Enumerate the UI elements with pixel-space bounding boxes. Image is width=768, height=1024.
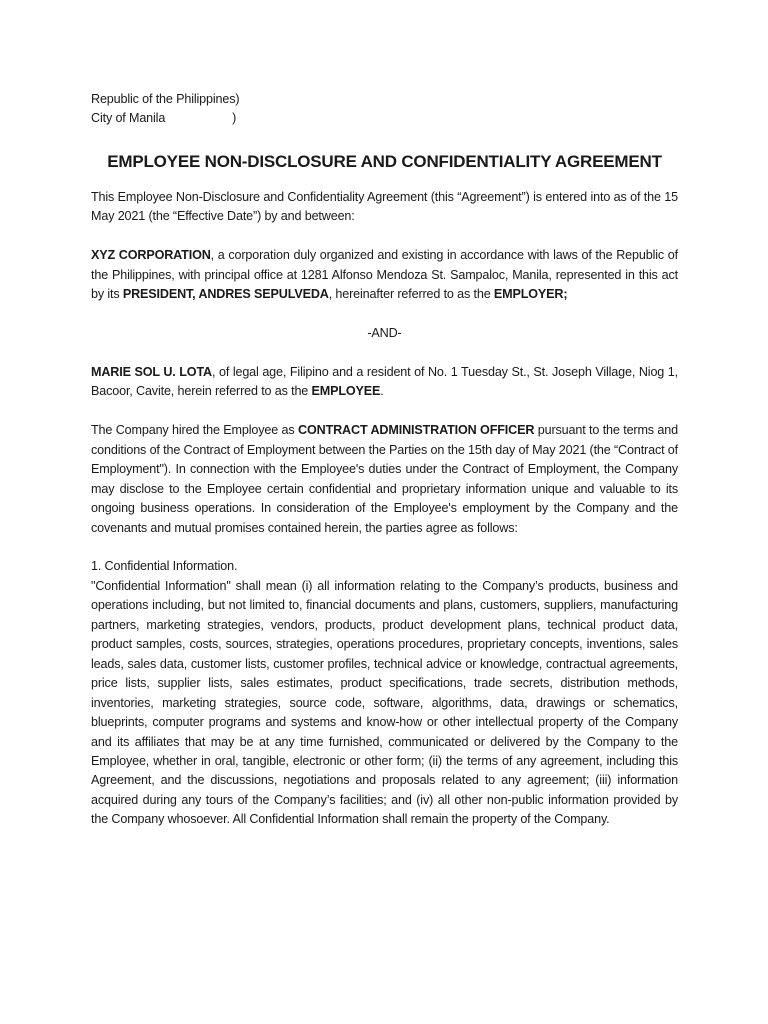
text: -AND- xyxy=(367,326,402,341)
bold-text: EMPLOYEE xyxy=(311,384,381,399)
text: , of legal age, Filipino and a resident of No. 1 Tuesday St., St. Joseph Village, Niog 1, Bacoor, Cavite, herein referred to as the xyxy=(91,364,678,399)
jurisdiction-line: Republic of the Philippines) xyxy=(91,92,240,106)
text: The Company hired the Employee as xyxy=(91,423,299,438)
bold-text: XYZ CORPORATION xyxy=(91,248,211,263)
city-line: City of Manila ) xyxy=(91,111,237,126)
bold-text: CONTRACT ADMINISTRATION OFFICER xyxy=(298,423,535,438)
section-body: "Confidential Information" shall mean (i) all information relating to the Company’s products, business and operations including, but not limited to, financial documents and plans, customers, suppliers, manufacturing partners, marketing strategies, vendors, products, product development plans, technical product data, product samples, costs, sources, strategies, operations procedures, proprietary concepts, inventions, sales leads, sales data, customer lists, customer profiles, technical advice or knowledge, contractual agreements, price lists, supplier lists, sales estimates, product specifications, trade secrets, distribution methods, inventories, marketing strategies, source code, software, algorithms, data, drawings or schematics, blueprints, computer programs and systems and know-how or other intellectual property of the Company and its affiliates that may be at any time furnished, communicated or delivered by the Company to the Employee, whether in oral, tangible, electronic or other form; (ii) the terms of any agreement, including this Agreement, and the discussions, negotiations and proposals related to any agreement; (iii) information acquired during any tours of the Company’s facilities; and (iv) all other non-public information provided by the Company whosoever. All Confidential Information shall remain the property of the Company. xyxy=(91,578,678,827)
document-title: EMPLOYEE NON-DISCLOSURE AND CONFIDENTIALITY AGREEMENT xyxy=(107,151,662,171)
intro-paragraph xyxy=(91,188,678,227)
employee-paragraph xyxy=(91,363,678,402)
employer-paragraph xyxy=(91,246,678,304)
bold-text: PRESIDENT, ANDRES SEPULVEDA xyxy=(122,287,329,302)
text: This Employee Non-Disclosure and Confidentiality Agreement (this “Agreement”) is entered into as of the 15 May 2021 (the “Effective Date”) by and between: xyxy=(91,189,678,224)
document-page xyxy=(91,90,678,849)
text: , a corporation duly organized and existing in accordance with laws of the Republic of the Philippines, with principal office at 1281 Alfonso Mendoza St. Sampaloc, Manila, represented in this act by its xyxy=(91,248,678,302)
hiring-paragraph xyxy=(91,421,678,538)
bold-text: EMPLOYER; xyxy=(493,287,568,302)
text: . xyxy=(380,384,384,399)
section-heading: 1. Confidential Information. xyxy=(91,559,238,574)
text: , hereinafter referred to as the xyxy=(328,287,494,302)
body-paragraphs xyxy=(91,188,678,538)
and-separator xyxy=(91,324,678,343)
text: pursuant to the terms and conditions of the Contract of Employment between the Parties on the 15th day of May 2021 (the “Contract of Employment"). In connection with the Employee's duties under the Contract of Employment, the Company may disclose to the Employee certain confidential and proprietary information unique and valuable to its ongoing business operations. In consideration of the Employee's employment by the Company and the covenants and mutual promises contained herein, the parties agree as follows: xyxy=(91,423,678,535)
bold-text: MARIE SOL U. LOTA xyxy=(91,364,212,379)
